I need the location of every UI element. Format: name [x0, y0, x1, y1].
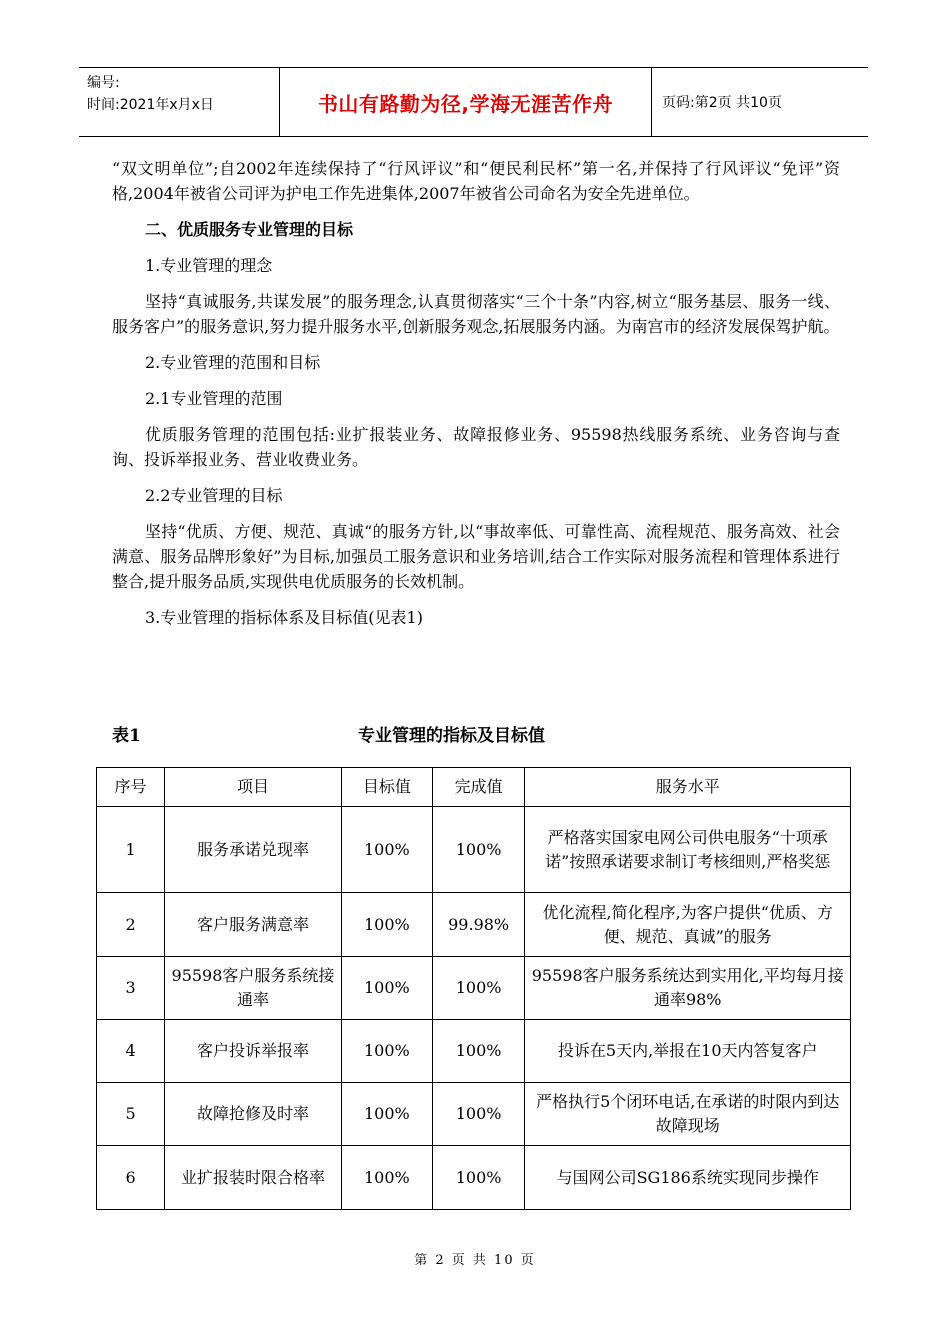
time-label: 时间:2021年x月x日	[87, 97, 214, 113]
cell-actual: 100%	[432, 1146, 525, 1210]
table-row	[97, 1146, 851, 1210]
section-2-title: 2.专业管理的范围和目标	[145, 353, 321, 372]
table-row	[97, 1020, 851, 1083]
cell-service-level: 优化流程,简化程序,为客户提供“优质、方便、规范、真诚”的服务	[525, 893, 851, 957]
cell-item: 故障抢修及时率	[165, 1083, 342, 1146]
document-body	[112, 156, 840, 630]
cell-target: 100%	[341, 807, 432, 893]
table-title: 专业管理的指标及目标值	[358, 726, 545, 746]
cell-target: 100%	[341, 1020, 432, 1083]
cell-service-level: 严格落实国家电网公司供电服务“十项承诺”按照承诺要求制订考核细则,严格奖惩	[525, 807, 851, 893]
table-header-row	[97, 768, 851, 807]
cell-index: 5	[97, 1083, 165, 1146]
cell-item: 客户投诉举报率	[165, 1020, 342, 1083]
header-page-label: 页码:第2页 共10页	[662, 95, 782, 111]
col-header-actual: 完成值	[432, 768, 525, 807]
number-label: 编号:	[87, 75, 120, 91]
cell-target: 100%	[341, 1083, 432, 1146]
section-2-1-paragraph: 优质服务管理的范围包括:业扩报装业务、故障报修业务、95598热线服务系统、业务咨询与查询、投诉举报业务、营业收费业务。	[112, 425, 840, 469]
section-2-2-title: 2.2专业管理的目标	[145, 486, 283, 505]
cell-item: 业扩报装时限合格率	[165, 1146, 342, 1210]
col-header-target: 目标值	[341, 768, 432, 807]
cell-index: 2	[97, 893, 165, 957]
section-3-title: 3.专业管理的指标体系及目标值(见表1)	[145, 608, 423, 627]
section-1-title: 1.专业管理的理念	[145, 256, 273, 275]
table-label: 表1	[112, 726, 141, 746]
table-row	[97, 807, 851, 893]
intro-paragraph: “双文明单位”;自2002年连续保持了“行风评议”和“便民利民杯”第一名,并保持了行风评议“免评”资格,2004年被省公司评为护电工作先进集体,2007年被省公司命名为安全先进单位。	[112, 159, 840, 203]
cell-item: 服务承诺兑现率	[165, 807, 342, 893]
cell-actual: 100%	[432, 807, 525, 893]
col-header-item: 项目	[165, 768, 342, 807]
cell-service-level: 严格执行5个闭环电话,在承诺的时限内到达故障现场	[525, 1083, 851, 1146]
section-2-2-paragraph: 坚持“优质、方便、规范、真诚“的服务方针,以“事故率低、可靠性高、流程规范、服务高效、社会满意、服务品牌形象好”为目标,加强员工服务意识和业务培训,结合工作实际对服务流程和管理体系进行整合,提升服务品质,实现供电优质服务的长效机制。	[112, 522, 840, 591]
header-meta	[79, 68, 280, 136]
cell-actual: 100%	[432, 957, 525, 1020]
cell-service-level: 投诉在5天内,举报在10天内答复客户	[525, 1020, 851, 1083]
cell-item: 客户服务满意率	[165, 893, 342, 957]
col-header-index: 序号	[97, 768, 165, 807]
cell-target: 100%	[341, 957, 432, 1020]
cell-actual: 100%	[432, 1083, 525, 1146]
cell-index: 3	[97, 957, 165, 1020]
section-heading: 二、优质服务专业管理的目标	[145, 220, 354, 239]
cell-actual: 100%	[432, 1020, 525, 1083]
table-caption	[112, 721, 840, 745]
indicator-table	[96, 767, 851, 1210]
header-motto: 书山有路勤为径,学海无涯苦作舟	[280, 68, 652, 136]
cell-service-level: 95598客户服务系统达到实用化,平均每月接通率98%	[525, 957, 851, 1020]
page-header	[79, 67, 868, 137]
cell-item: 95598客户服务系统接通率	[165, 957, 342, 1020]
section-2-1-title: 2.1专业管理的范围	[145, 389, 283, 408]
cell-index: 6	[97, 1146, 165, 1210]
cell-index: 1	[97, 807, 165, 893]
cell-target: 100%	[341, 1146, 432, 1210]
table-row	[97, 957, 851, 1020]
cell-index: 4	[97, 1020, 165, 1083]
cell-actual: 99.98%	[432, 893, 525, 957]
table-row	[97, 1083, 851, 1146]
cell-service-level: 与国网公司SG186系统实现同步操作	[525, 1146, 851, 1210]
cell-target: 100%	[341, 893, 432, 957]
page-footer: 第 2 页 共 10 页	[414, 1253, 536, 1268]
col-header-service-level: 服务水平	[525, 768, 851, 807]
table-row	[97, 893, 851, 957]
section-1-paragraph: 坚持“真诚服务,共谋发展”的服务理念,认真贯彻落实“三个十条”内容,树立“服务基层、服务一线、服务客户”的服务意识,努力提升服务水平,创新服务观念,拓展服务内涵。为南宫市的经济发展保驾护航。	[112, 292, 840, 336]
